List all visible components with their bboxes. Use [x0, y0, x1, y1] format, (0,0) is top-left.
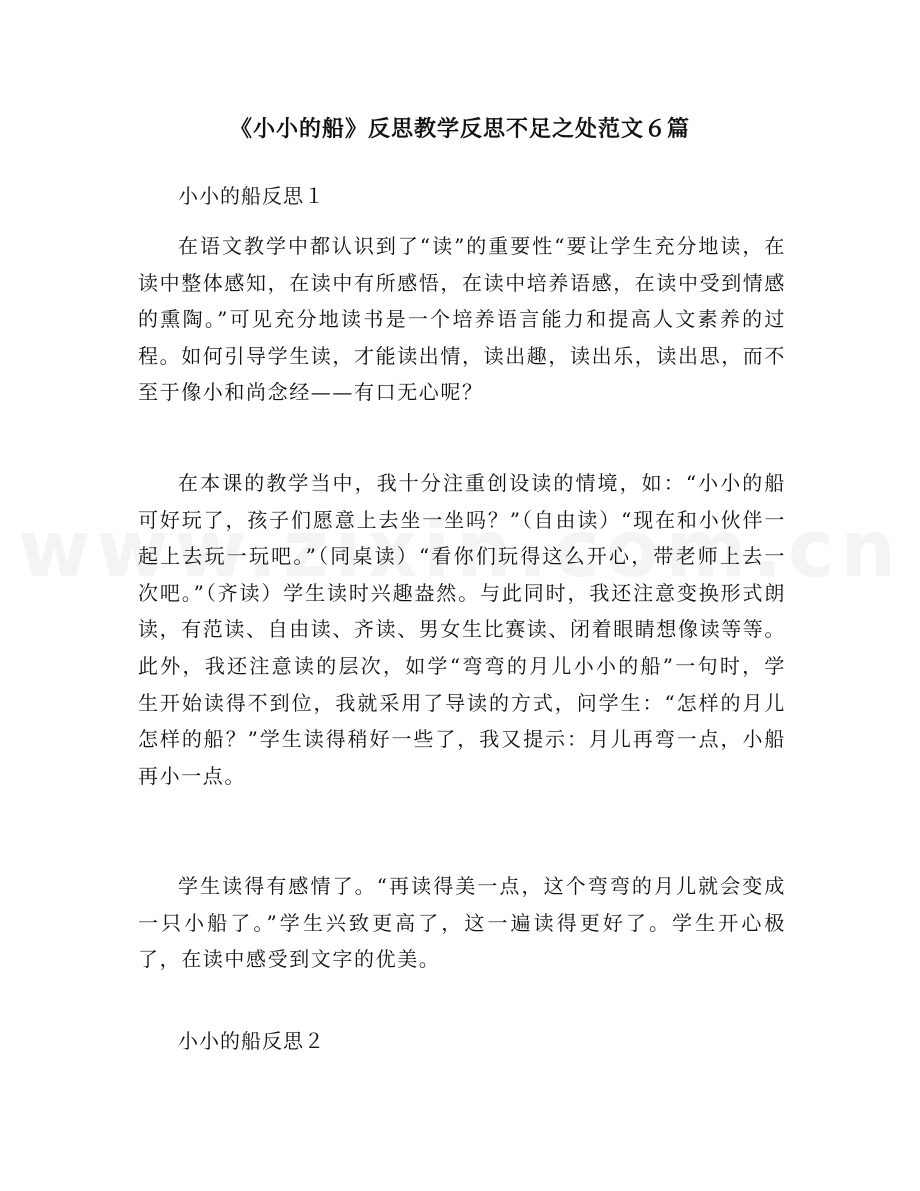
paragraph-3: 学生读得有感情了。“再读得美一点，这个弯弯的月儿就会变成一只小船了。”学生兴致更高了，这一遍读得更好了。学生开心极了，在读中感受到文字的优美。 — [138, 874, 786, 972]
paragraph-2: 在本课的教学当中，我十分注重创设读的情境，如：“小小的船可好玩了，孩子们愿意上去坐一坐吗？”（自由读）“现在和小伙伴一起上去玩一玩吧。”（同桌读）“看你们玩得这么开心，带老师上去一次吧。”（齐读）学生读时兴趣盎然。与此同时，我还注意变换形式朗读，有范读、自由读、齐读、男女生比赛读、闭着眼睛想像读等等。此外，我还注意读的层次，如学“弯弯的月儿小小的船”一句时，学生开始读得不到位，我就采用了导读的方式，问学生：“怎样的月儿怎样的船？”学生读得稍好一些了，我又提示：月儿再弯一点，小船再小一点。 — [138, 471, 786, 788]
document-title: 《小小的船》反思教学反思不足之处范文６篇 — [229, 117, 690, 142]
paragraph-1: 在语文教学中都认识到了“读”的重要性“要让学生充分地读，在读中整体感知，在读中有所感悟，在读中培养语感，在读中受到情感的熏陶。”可见充分地读书是一个培养语言能力和提高人文素养的过程。如何引导学生读，才能读出情，读出趣，读出乐，读出思，而不至于像小和尚念经——有口无心呢？ — [138, 234, 786, 405]
section-heading-2: 小小的船反思２ — [178, 1029, 325, 1053]
section-heading-1: 小小的船反思１ — [178, 184, 325, 208]
